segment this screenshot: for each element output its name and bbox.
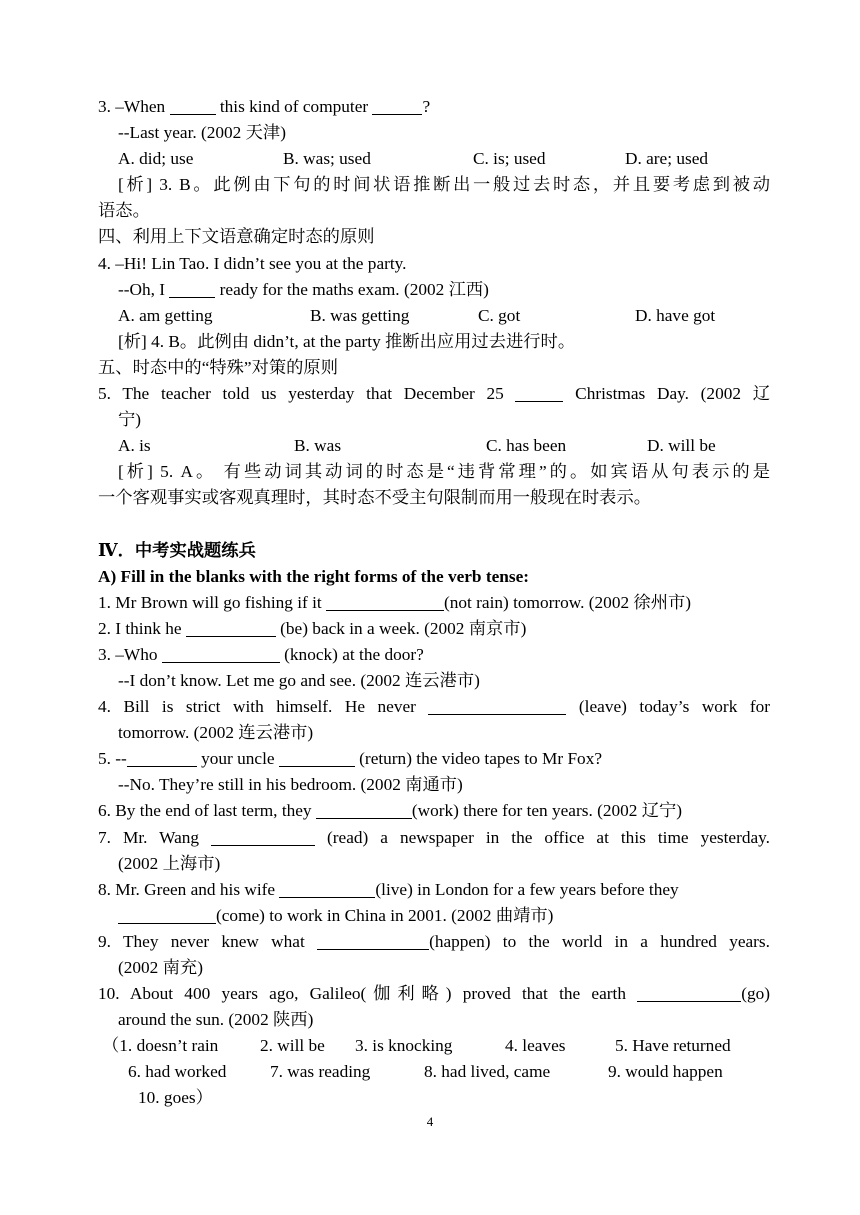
part-heading: Ⅳ．中考实战题练兵 [98,540,256,560]
q4-reply [98,277,770,303]
q3-analysis-cont: 语态。 [98,201,150,221]
option-b: B. was [294,436,342,456]
section-heading: 五、时态中的“特殊”对策的原则 [98,357,338,377]
fill-item-4 [98,694,770,720]
item-text: (happen) to the world in a hundred years. [429,931,770,951]
item-text: 6. By the end of last term, they [98,801,316,821]
answer-5: 5. Have returned [615,1036,731,1056]
item-text: (return) the video tapes to Mr Fox? [354,749,603,769]
option-a: A. did; use [118,149,194,169]
answer-blank[interactable] [326,592,444,611]
option-b: B. was getting [310,305,410,325]
item-text: 5. -- [98,749,127,769]
q5-stem-part: Christmas Day. (2002 辽 [563,384,770,404]
item-text: (not rain) tomorrow. (2002 徐州市) [444,592,692,612]
option-d: D. are; used [625,149,709,169]
answer-blank[interactable] [170,96,216,115]
item-text: 4. Bill is strict with himself. He never [98,697,429,717]
answer-blank[interactable] [279,748,355,767]
fill-item-10-cont: around the sun. (2002 陕西) [118,1010,314,1030]
item-text: 7. Mr. Wang [98,827,212,847]
fill-item-9 [98,929,770,955]
answer-blank[interactable] [162,644,280,663]
q3-stem [98,94,770,120]
part-a-heading: A) Fill in the blanks with the right forms of the verb tense: [98,566,530,586]
q3-stem-part: this kind of computer [215,97,373,116]
q3-analysis: [析] 3. B。此例由下句的时间状语推断出一般过去时态，并且要考虑到被动 [118,175,770,195]
answer-blank[interactable] [317,931,429,950]
answer-6: 6. had worked [128,1062,227,1082]
answer-blank[interactable] [316,800,412,819]
item-text: 1. Mr Brown will go fishing if it [98,592,327,612]
answer-8: 8. had lived, came [424,1062,551,1082]
fill-item-5 [98,746,770,772]
q5-analysis-cont: 一个客观事实或客观真理时，其时态不受主句限制而用一般现在时表示。 [98,488,652,508]
q5-analysis: [析] 5. A。 有些动词其动词的时态是“违背常理”的。如宾语从句表示的是 [118,462,770,482]
item-text: (go) [741,984,770,1004]
q5-stem-cont: 宁) [118,410,142,430]
answer-9: 9. would happen [608,1062,723,1082]
option-a: A. is [118,436,151,456]
answer-blank[interactable] [428,696,566,715]
answer-blank[interactable] [515,383,563,402]
option-c: C. has been [486,436,567,456]
item-text: 8. Mr. Green and his wife [98,879,280,899]
item-text: (be) back in a week. (2002 南京市) [275,618,527,638]
q3-reply: --Last year. (2002 天津) [118,123,286,143]
option-c: C. got [478,305,521,325]
option-d: D. will be [647,436,716,456]
answer-blank[interactable] [169,279,215,298]
item-text: (knock) at the door? [279,644,424,664]
fill-item-2 [98,616,770,642]
option-b: B. was; used [283,149,371,169]
document-page [98,94,770,1112]
fill-item-9-cont: (2002 南充) [118,958,203,977]
fill-item-8 [98,877,770,903]
item-text: your uncle [196,749,279,769]
fill-item-4-cont: tomorrow. (2002 连云港市) [118,723,314,743]
q4-stem: 4. –Hi! Lin Tao. I didn’t see you at the party. [98,253,407,273]
answer-10: 10. goes） [138,1088,213,1108]
q5-stem [98,381,770,407]
item-text: 10. About 400 years ago, Galileo(伽利略) proved that the earth [98,984,638,1004]
q4-options [98,303,770,329]
answer-3: 3. is knocking [355,1036,453,1056]
answer-2: 2. will be [260,1036,325,1056]
fill-item-1 [98,590,770,616]
q5-options [98,433,770,459]
item-text: 2. I think he [98,618,186,638]
fill-item-3-reply: --I don’t know. Let me go and see. (2002 连云港市) [118,670,480,690]
fill-item-7-cont: (2002 上海市) [118,853,221,873]
fill-item-7 [98,825,770,851]
q4-analysis: [析] 4. B。此例由 didn’t, at the party 推断出应用过去进行时。 [118,331,576,351]
item-text: (read) a newspaper in the office at this time yesterday. [315,827,770,847]
answer-blank[interactable] [127,748,197,767]
q5-stem-part: 5. The teacher told us yesterday that December 25 [98,384,516,404]
answer-blank[interactable] [211,827,315,846]
fill-item-3 [98,642,770,668]
fill-item-8-cont [98,903,770,929]
page-number: 4 [426,1114,434,1129]
option-c: C. is; used [473,149,546,169]
q3-options [98,146,770,172]
q4-reply-part: ready for the maths exam. (2002 江西) [215,279,489,299]
answer-blank[interactable] [279,879,375,898]
answer-blank[interactable] [372,96,422,115]
option-a: A. am getting [118,305,213,325]
item-text: 9. They never knew what [98,931,318,951]
fill-item-6 [98,798,770,824]
answer-4: 4. leaves [505,1036,566,1056]
q4-reply-part: --Oh, I [118,279,170,299]
answer-blank[interactable] [186,618,276,637]
q3-stem-part: 3. –When [98,97,170,116]
answer-blank[interactable] [637,983,741,1002]
section-heading: 四、利用上下文语意确定时态的原则 [98,227,375,247]
fill-item-5-reply: --No. They’re still in his bedroom. (2002 南通市) [118,775,463,795]
answer-blank[interactable] [118,905,216,924]
answer-key-line-2 [98,1059,770,1085]
item-text: (work) there for ten years. (2002 辽宁) [411,801,683,821]
item-text: (leave) today’s work for [566,697,770,717]
answer-key-line-1 [98,1033,770,1059]
item-text: 3. –Who [98,644,162,664]
answer-7: 7. was reading [270,1062,371,1082]
fill-item-10 [98,981,770,1007]
q3-stem-part: ? [422,97,431,116]
item-text: (come) to work in China in 2001. (2002 曲靖市) [216,905,554,925]
answer-1: （1. doesn’t rain [102,1036,219,1056]
answer-key-line-3 [98,1085,770,1111]
option-d: D. have got [635,305,716,325]
item-text: (live) in London for a few years before they [375,879,679,899]
